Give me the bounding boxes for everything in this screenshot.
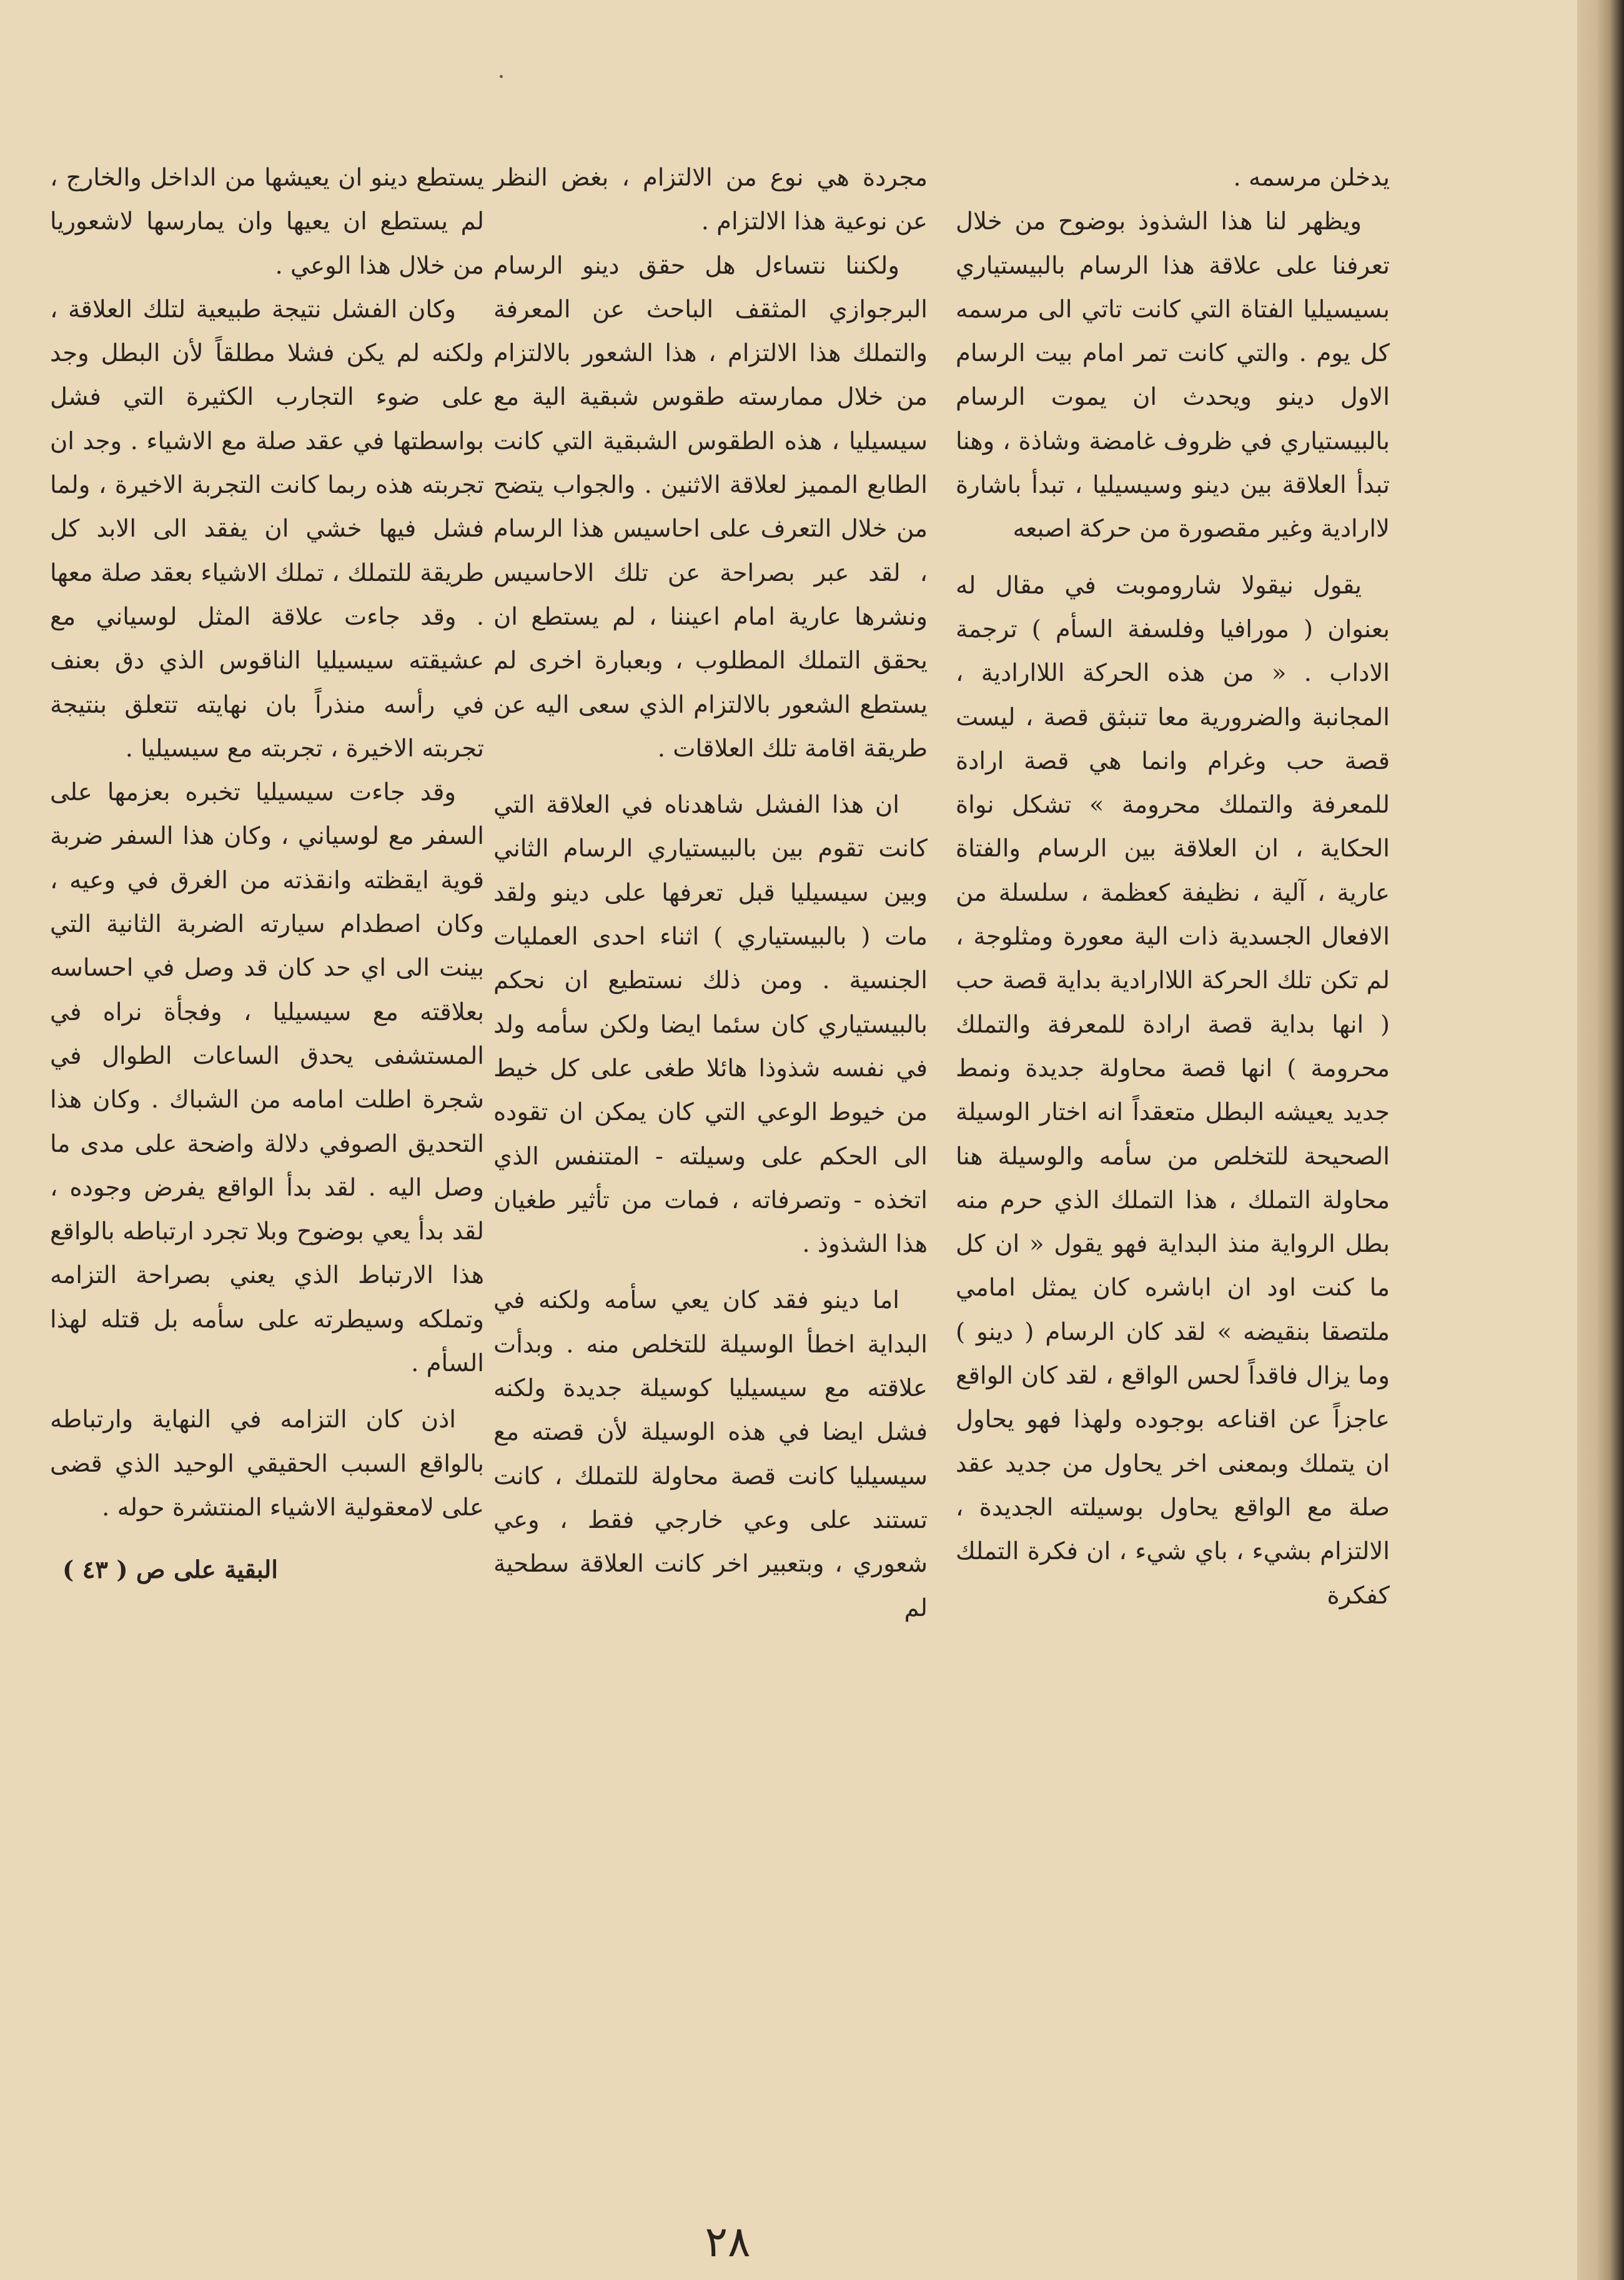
continued-note: البقية على ص ( ٤٣ )	[62, 1556, 278, 1585]
paragraph: ولكننا نتساءل هل حقق دينو الرسام البرجوازي المثقف الباحث عن المعرفة والتملك هذا الالتزام ، هذا الشعور بالالتزام من خلال ممارسته طقوس شبقية الية مع سيسيليا ، هذه الطقوس الشبقية التي كانت الطابع المميز لعلاقة الاثنين . والجواب يتضح من خلال التعرف على احاسيس هذا الرسام ، لقد عبر بصراحة عن تلك الاحاسيس ونشرها عارية امام اعيننا ، لم يستطع ان يحقق التملك المطلوب ، وبعبارة اخرى لم يستطع الشعور بالالتزام الذي سعى اليه عن طريقة اقامة تلك العلاقات .	[493, 251, 928, 763]
ink-speck	[500, 75, 503, 78]
paragraph: وكان الفشل نتيجة طبيعية لتلك العلاقة ، ولكنه لم يكن فشلا مطلقاً لأن البطل وجد على ضوء التجارب الكثيرة التي فشل بواسطتها في عقد صلة مع الاشياء . وجد ان تجربته هذه ربما كانت التجربة الاخيرة ، ولما فشل فيها خشي ان يفقد الى الابد كل طريقة للتملك ، تملك الاشياء بعقد صلة معها . وقد جاءت علاقة المثل لوسياني مع عشيقته سيسيليا الناقوس الذي دق بعنف في رأسه منذراً بان نهايته تتعلق بنتيجة تجربته الاخيرة ، تجربته مع سيسيليا .	[50, 295, 484, 763]
text-column-middle	[493, 156, 928, 1630]
paragraph: ان هذا الفشل شاهدناه في العلاقة التي كانت تقوم بين بالبيستياري الرسام الثاني وبين سيسيليا قبل تعرفها على دينو ولقد مات ( بالبيستياري ) اثناء احدى العمليات الجنسية . ومن ذلك نستطيع ان نحكم بالبيستياري كان سئما ايضا ولكن سأمه ولد في نفسه شذوذا هائلا طغى على كل خيط من خيوط الوعي التي كان يمكن ان تقوده الى الحكم على وسيلته - المتنفس الذي اتخذه - وتصرفاته ، فمات من تأثير طغيان هذا الشذوذ .	[493, 791, 928, 1259]
page-number: ٢٨	[705, 2218, 751, 2267]
paragraph: ويظهر لنا هذا الشذوذ بوضوح من خلال تعرفنا على علاقة هذا الرسام بالبيستياري بسيسيليا الفتاة التي كانت تاتي الى مرسمه كل يوم . والتي كانت تمر امام بيت الرسام الاول دينو ويحدث ان يموت الرسام بالبيستياري في ظروف غامضة وشاذة ، وهنا تبدأ العلاقة بين دينو وسيسيليا ، تبدأ باشارة لاارادية وغير مقصورة من حركة اصبعه	[956, 207, 1390, 543]
page-edge	[1577, 0, 1624, 2280]
paragraph: يقول نيقولا شاروموبت في مقال له بعنوان ( مورافيا وفلسفة السأم ) ترجمة الاداب . « من هذه الحركة اللاارادية ، المجانبة والضرورية معا تنبثق قصة ، ليست قصة حب وغرام وانما هي قصة ارادة للمعرفة والتملك محرومة » تشكل نواة الحكاية ، ان العلاقة بين الرسام والفتاة عارية ، آلية ، نظيفة كعظمة ، سلسلة من الافعال الجسدية ذات الية معورة ومثلوجة ، لم تكن تلك الحركة اللاارادية بداية قصة حب ( انها بداية قصة ارادة للمعرفة والتملك محرومة ) انها قصة محاولة جديدة ونمط جديد يعيشه البطل متعقداً انه اختار الوسيلة الصحيحة للتخلص من سأمه والوسيلة هنا محاولة التملك ، هذا التملك الذي حرم منه بطل الرواية منذ البداية فهو يقول « ان كل ما كنت اود ان اباشره كان يمثل امامي ملتصقا بنقيضه » لقد كان الرسام ( دينو ) وما يزال فاقداً لحس الواقع ، لقد كان الواقع عاجزاً عن اقناعه بوجوده ولهذا فهو يحاول ان يتملك وبمعنى اخر يحاول من جديد عقد صلة مع الواقع يحاول بوسيلته الجديدة ، الالتزام بشيء ، باي شيء ، ان فكرة التملك كفكرة	[956, 571, 1390, 1610]
paragraph: يستطع دينو ان يعيشها من الداخل والخارج ، لم يستطع ان يعيها وان يمارسها لاشعوريا من خلال هذا الوعي .	[50, 164, 484, 280]
paragraph: اذن كان التزامه في النهاية وارتباطه بالواقع السبب الحقيقي الوحيد الذي قضى على لامعقولية الاشياء المنتشرة حوله .	[50, 1405, 484, 1522]
text-column-right	[956, 156, 1390, 1618]
text-column-left	[50, 156, 484, 1593]
paragraph: يدخلن مرسمه .	[1233, 164, 1390, 192]
paragraph: اما دينو فقد كان يعي سأمه ولكنه في البداية اخطأ الوسيلة للتخلص منه . وبدأت علاقته مع سيسيليا كوسيلة جديدة ولكنه فشل ايضا في هذه الوسيلة لأن قصته مع سيسيليا كانت قصة محاولة للتملك ، كانت تستند على وعي خارجي فقط ، وعي شعوري ، وبتعبير اخر كانت العلاقة سطحية لم	[493, 1286, 928, 1622]
paragraph: وقد جاءت سيسيليا تخبره بعزمها على السفر مع لوسياني ، وكان هذا السفر ضربة قوية ايقظته وانقذته من الغرق في وعيه ، وكان اصطدام سيارته الضربة الثانية التي بينت الى اي حد كان قد وصل في احساسه بعلاقته مع سيسيليا ، وفجأة نراه في المستشفى يحدق الساعات الطوال في شجرة اطلت امامه من الشباك . وكان هذا التحديق الصوفي دلالة واضحة على مدى ما وصل اليه . لقد بدأ الواقع يفرض وجوده ، لقد بدأ يعي بوضوح وبلا تجرد ارتباطه بالواقع هذا الارتباط الذي يعني بصراحة التزامه وتملكه وسيطرته على سأمه بل قتله لهذا السأم .	[50, 778, 484, 1378]
paragraph: مجردة هي نوع من الالتزام ، بغض النظر عن نوعية هذا الالتزام .	[493, 164, 928, 236]
